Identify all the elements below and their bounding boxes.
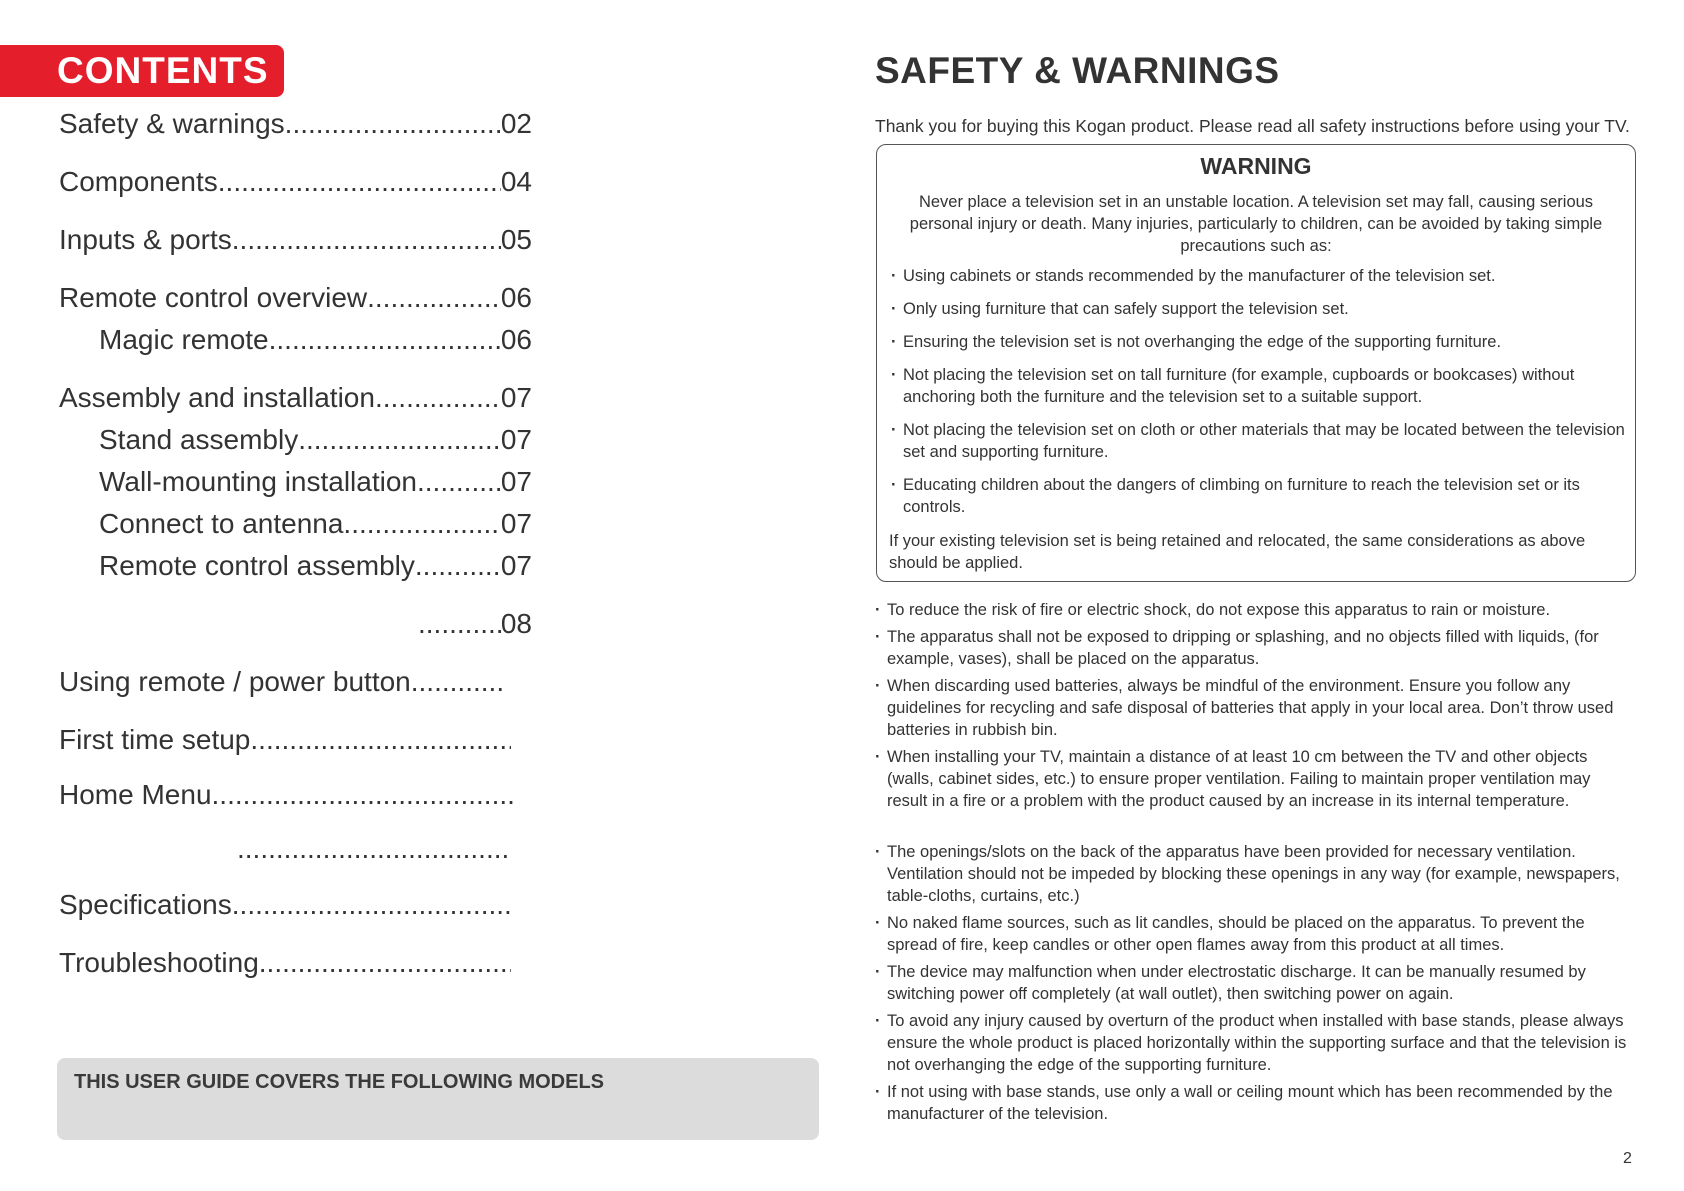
toc-dot-leader: [250, 724, 511, 756]
toc-entry[interactable]: [59, 166, 532, 202]
toc-entry-page: 05: [500, 224, 532, 255]
toc-entry-label: Using remote / power button: [59, 666, 411, 697]
toc-entry-label: Wall-mounting installation: [99, 466, 417, 497]
toc-dot-leader: [298, 424, 501, 456]
toc-dot-leader: [259, 947, 511, 979]
toc-entry-page: 02: [500, 108, 532, 139]
toc-entry-label: Troubleshooting: [59, 947, 259, 978]
warning-bullet: · Not placing the television set on tall furniture (for example, cupboards or bookcases) without anchoring both the furniture and the television set to a suitable support.: [881, 364, 1625, 408]
toc-entry-page: 07: [500, 424, 532, 455]
toc-entry-label: Remote control overview: [59, 282, 368, 313]
toc-entry-page: 08: [500, 608, 532, 639]
toc-entry-page: 07: [500, 550, 532, 581]
toc-dot-leader: [375, 382, 501, 414]
toc-entry[interactable]: [59, 224, 532, 260]
toc-dot-leader: [232, 224, 501, 256]
toc-dot-leader: [218, 166, 501, 198]
toc-entry[interactable]: [59, 779, 517, 815]
toc-dot-leader: [411, 666, 505, 698]
safety-bullet: · The openings/slots on the back of the apparatus have been provided for necessary ventilation. Ventilation should not be impeded by blocking these openings in any way (for example, newspapers, table-cloths, curtains, etc.): [875, 841, 1635, 907]
toc-entry[interactable]: [59, 282, 532, 318]
warning-bullet: · Using cabinets or stands recommended by the manufacturer of the television set.: [881, 265, 1625, 287]
safety-bullet: · When discarding used batteries, always be mindful of the environment. Ensure you follow any guidelines for recycling and safe disposal of batteries that apply in your local area. Don’t throw used batteries in rubbish bin.: [875, 675, 1635, 741]
contents-heading: CONTENTS: [0, 45, 284, 97]
toc-entry-label: Connect to antenna: [99, 508, 344, 539]
safety-bullet: · The apparatus shall not be exposed to dripping or splashing, and no objects filled with liquids, (for example, vases), shall be placed on the apparatus.: [875, 626, 1635, 670]
safety-bullet: · To avoid any injury caused by overturn of the product when installed with base stands, please always ensure the whole product is placed horizontally within the supporting surface and that the television is not overhanging the edge of the supporting furniture.: [875, 1010, 1635, 1076]
toc-dot-leader: [418, 608, 501, 640]
toc-subentry[interactable]: [99, 466, 532, 502]
toc-dot-leader: [367, 282, 501, 314]
safety-bullet: · If not using with base stands, use only a wall or ceiling mount which has been recommended by the manufacturer of the television.: [875, 1081, 1635, 1125]
toc-entry-page: 06: [500, 324, 532, 355]
warning-box: [876, 144, 1636, 582]
toc-entry[interactable]: [59, 108, 532, 144]
toc-subentry[interactable]: [99, 508, 532, 544]
models-box: [57, 1058, 819, 1140]
toc-dot-leader: [269, 324, 501, 356]
warning-bullet: · Not placing the television set on cloth or other materials that may be located between the television set and supporting furniture.: [881, 419, 1625, 463]
toc-entry[interactable]: [59, 382, 532, 418]
warning-bullet: · Ensuring the television set is not overhanging the edge of the supporting furniture.: [881, 331, 1625, 353]
toc-entry-page: 07: [500, 466, 532, 497]
safety-bullet: · No naked flame sources, such as lit candles, should be placed on the apparatus. To prevent the spread of fire, keep candles or other open flames away from this product at all times.: [875, 912, 1635, 956]
toc-entry-label: Components: [59, 166, 218, 197]
safety-bullet: · When installing your TV, maintain a distance of at least 10 cm between the TV and other objects (walls, cabinet sides, etc.) to ensure proper ventilation. Failing to maintain proper ventilation may result in a fire or a problem with the product caused by an increase in its internal temperature.: [875, 746, 1635, 812]
page-number: 2: [1623, 1150, 1632, 1167]
toc-entry-label: Home Menu: [59, 779, 212, 810]
toc-entry[interactable]: [59, 666, 505, 702]
toc-entry-label: First time setup: [59, 724, 251, 755]
toc-entry-label: Safety & warnings: [59, 108, 285, 139]
intro-text: Thank you for buying this Kogan product. Please read all safety instructions before using your TV.: [875, 116, 1630, 136]
toc-subentry[interactable]: [99, 424, 532, 460]
toc-entry-page: 07: [500, 382, 532, 413]
warning-bullet: · Only using furniture that can safely support the television set.: [881, 298, 1625, 320]
toc-dot-leader: [237, 833, 511, 865]
toc-subentry[interactable]: [99, 324, 532, 360]
toc-dot-leader: [212, 779, 517, 811]
toc-entry-label: Stand assembly: [99, 424, 299, 455]
toc-entry-page: 06: [500, 282, 532, 313]
warning-bullet: · Educating children about the dangers of climbing on furniture to reach the television set or its controls.: [881, 474, 1625, 518]
toc-dot-leader: [232, 889, 511, 921]
page-title: SAFETY & WARNINGS: [875, 50, 1280, 91]
toc-dot-leader: [343, 508, 500, 540]
toc-subentry[interactable]: [99, 550, 532, 586]
toc-entry-label: Specifications: [59, 889, 232, 920]
safety-bullet: · The device may malfunction when under electrostatic discharge. It can be manually resumed by switching power off completely (at wall outlet), then switching power on again.: [875, 961, 1635, 1005]
toc-entry[interactable]: [59, 724, 511, 760]
toc-dot-leader: [415, 550, 501, 582]
toc-dot-leader: [417, 466, 501, 498]
safety-bullet: · To reduce the risk of fire or electric shock, do not expose this apparatus to rain or moisture.: [875, 599, 1635, 621]
warning-footer: If your existing television set is being retained and relocated, the same considerations as above should be applied.: [889, 532, 1586, 572]
toc-entry-label: Remote control assembly: [99, 550, 415, 581]
toc-entry[interactable]: [59, 947, 511, 983]
toc-entry[interactable]: [59, 889, 511, 925]
toc-entry-page: 04: [500, 166, 532, 197]
toc-entry-label: Magic remote: [99, 324, 269, 355]
toc-entry-label: Assembly and installation: [59, 382, 375, 413]
warning-text: Never place a television set in an unstable location. A television set may fall, causing serious personal injury or death. Many injuries, particularly to children, can be avoided by taking simple precautions such as:: [909, 193, 1603, 255]
warning-title: WARNING: [1200, 153, 1312, 179]
toc-entry[interactable]: [237, 833, 511, 869]
toc-entry-label: Inputs & ports: [59, 224, 232, 255]
models-box-title: THIS USER GUIDE COVERS THE FOLLOWING MODELS: [74, 1071, 605, 1093]
toc-entry[interactable]: [418, 608, 532, 644]
toc-dot-leader: [285, 108, 501, 140]
toc-entry-page: 07: [500, 508, 532, 539]
